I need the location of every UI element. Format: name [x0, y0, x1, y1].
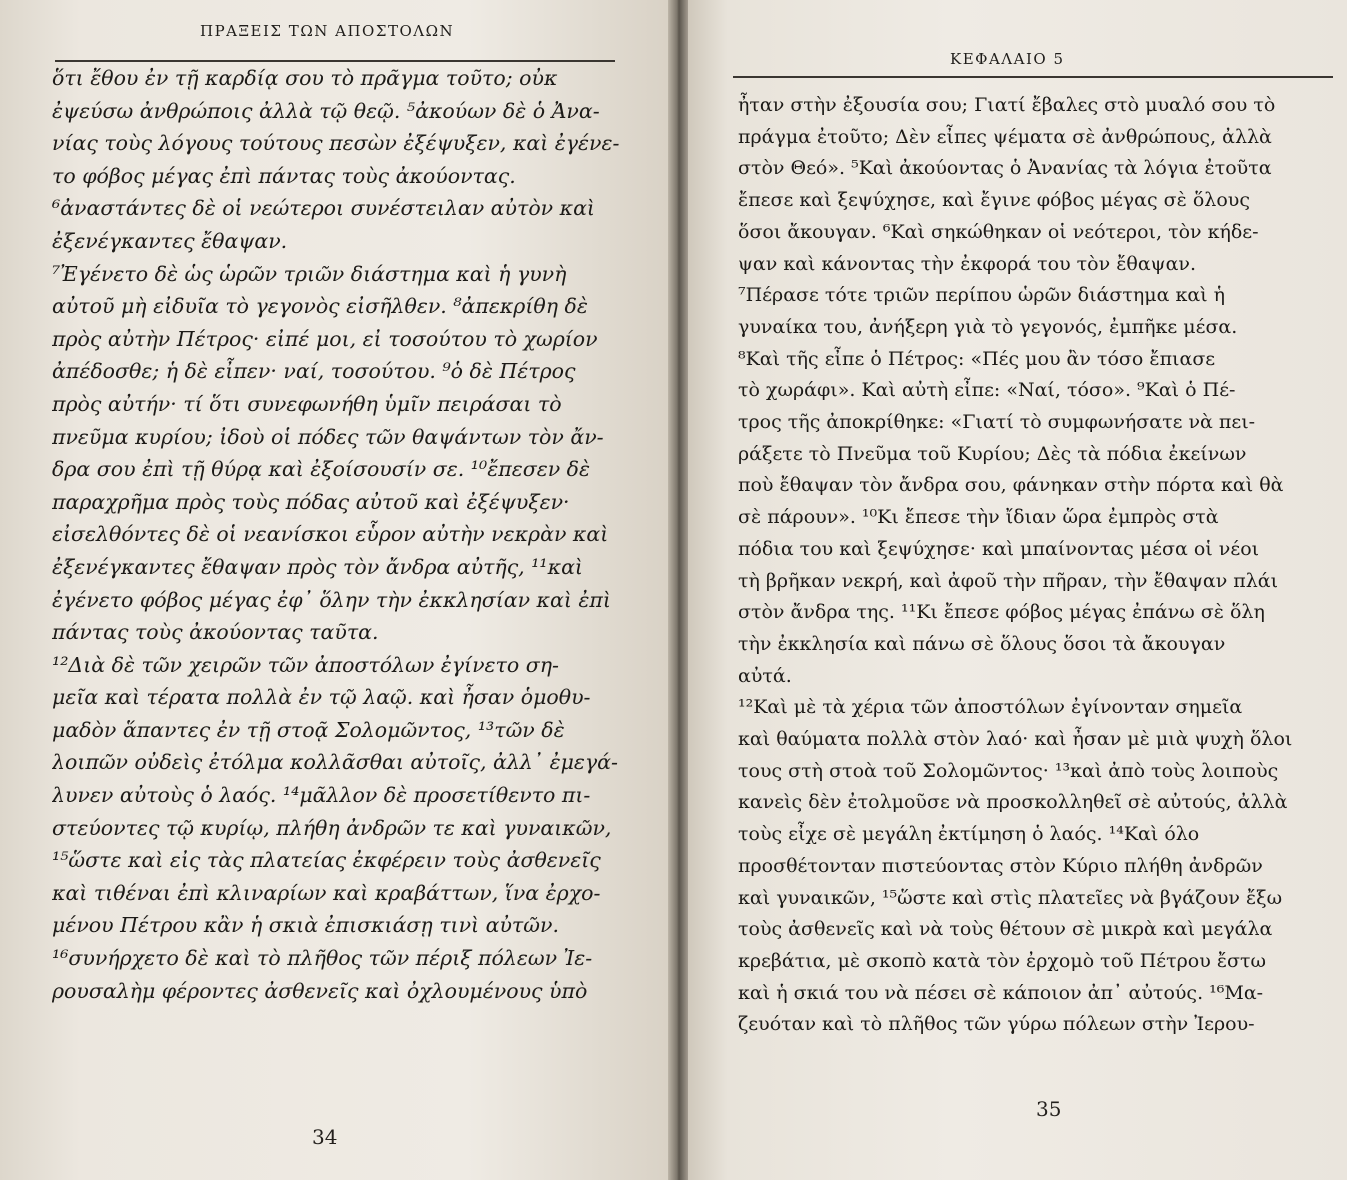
text-line: πνεῦμα κυρίου; ἰδοὺ οἱ πόδες τῶν θαψάντων τὸν ἄν- [52, 424, 604, 449]
text-line: πρὸς αὐτήν· τί ὅτι συνεφωνήθη ὑμῖν πειράσαι τὸ [52, 391, 562, 416]
header-rule [733, 76, 1333, 78]
left-page [0, 0, 668, 1180]
modern-greek-translation-text [738, 90, 1328, 1041]
text-line: στὸν Θεό». ⁵Καὶ ἀκούοντας ὁ Ἀνανίας τὰ λόγια ἐτοῦτα [738, 157, 1272, 180]
text-line: καὶ τιθέναι ἐπὶ κλιναρίων καὶ κραβάττων, ἵνα ἐρχο- [52, 880, 601, 905]
page-number: 34 [312, 1125, 338, 1149]
text-line: τὴ βρῆκαν νεκρή, καὶ ἀφοῦ τὴν πῆραν, τὴν ἔθαψαν πλάι [738, 569, 1279, 592]
text-line: ὅσοι ἄκουγαν. ⁶Καὶ σηκώθηκαν οἱ νεότεροι, τὸν κήδε- [738, 220, 1259, 243]
text-line: ⁷Πέρασε τότε τριῶν περίπου ὡρῶν διάστημα καὶ ἡ [738, 284, 1226, 307]
text-line: δρα σου ἐπὶ τῇ θύρᾳ καὶ ἐξοίσουσίν σε. ¹⁰ἔπεσεν δὲ [52, 457, 591, 482]
text-line: πάντας τοὺς ἀκούοντας ταῦτα. [52, 620, 379, 645]
text-line: ποὺ ἔθαψαν τὸν ἄνδρα σου, φάνηκαν στὴν πόρτα καὶ θὰ [738, 474, 1284, 497]
text-line: τὸ χωράφι». Καὶ αὐτὴ εἶπε: «Ναί, τόσο». ⁹Καὶ ὁ Πέ- [738, 379, 1236, 402]
text-line: το φόβος μέγας ἐπὶ πάντας τοὺς ἀκούοντας. [52, 163, 516, 188]
text-line: ἐξενέγκαντες ἔθαψαν πρὸς τὸν ἄνδρα αὐτῆς, ¹¹καὶ [52, 554, 583, 579]
text-line: μεῖα καὶ τέρατα πολλὰ ἐν τῷ λαῷ. καὶ ἦσαν ὁμοθυ- [52, 685, 591, 710]
text-line: αὐτά. [738, 664, 792, 687]
text-line: ⁷Ἐγένετο δὲ ὡς ὡρῶν τριῶν διάστημα καὶ ἡ γυνὴ [52, 261, 567, 286]
text-line: μαδὸν ἅπαντες ἐν τῇ στοᾷ Σολομῶντος, ¹³τῶν δὲ [52, 717, 565, 742]
text-line: ⁸Καὶ τῆς εἶπε ὁ Πέτρος: «Πές μου ἂν τόσο ἔπιασε [738, 347, 1216, 370]
text-line: νίας τοὺς λόγους τούτους πεσὼν ἐξέψυξεν, καὶ ἐγένε- [52, 131, 620, 156]
text-line: ὅτι ἔθου ἐν τῇ καρδίᾳ σου τὸ πρᾶγμα τοῦτο; οὐκ [52, 66, 558, 90]
text-line: πόδια του καὶ ξεψύχησε· καὶ μπαίνοντας μέσα οἱ νέοι [738, 537, 1260, 560]
text-line: τοὺς ἀσθενεῖς καὶ νὰ τοὺς θέτουν σὲ μικρὰ καὶ μεγάλα [738, 918, 1273, 941]
text-line: μένου Πέτρου κἂν ἡ σκιὰ ἐπισκιάσῃ τινὶ αὐτῶν. [52, 913, 559, 938]
text-line: τὴν ἐκκλησία καὶ πάνω σὲ ὅλους ὅσοι τὰ ἄκουγαν [738, 632, 1226, 655]
text-line: τρος τῆς ἀποκρίθηκε: «Γιατί τὸ συμφωνήσατε νὰ πει- [738, 411, 1256, 434]
page-number: 35 [1036, 1097, 1062, 1121]
text-line: ¹²Καὶ μὲ τὰ χέρια τῶν ἀποστόλων ἐγίνονταν σημεῖα [738, 696, 1243, 719]
text-line: ἐψεύσω ἀνθρώποις ἀλλὰ τῷ θεῷ. ⁵ἀκούων δὲ ὁ Ἀνα- [52, 98, 600, 123]
text-line: γυναίκα του, ἀνήξερη γιὰ τὸ γεγονός, ἐμπῆκε μέσα. [738, 315, 1238, 338]
text-line: στεύοντες τῷ κυρίῳ, πλήθη ἀνδρῶν τε καὶ γυναικῶν, [52, 815, 612, 840]
text-line: ἔπεσε καὶ ξεψύχησε, καὶ ἔγινε φόβος μέγας σὲ ὅλους [738, 189, 1250, 212]
text-line: λυνεν αὐτοὺς ὁ λαός. ¹⁴μᾶλλον δὲ προσετίθεντο πι- [52, 783, 591, 808]
text-line: κανεὶς δὲν ἐτολμοῦσε νὰ προσκολληθεῖ σὲ αὐτούς, ἀλλὰ [738, 791, 1288, 814]
running-head: ΠΡΑΞΕΙΣ ΤΩΝ ΑΠΟΣΤΟΛΩΝ [200, 22, 455, 40]
text-line: παραχρῆμα πρὸς τοὺς πόδας αὐτοῦ καὶ ἐξέψυξεν· [52, 489, 570, 514]
text-line: πρὸς αὐτὴν Πέτρος· εἰπέ μοι, εἰ τοσούτου τὸ χωρίον [52, 326, 598, 351]
text-line: ¹⁶συνήρχετο δὲ καὶ τὸ πλῆθος τῶν πέριξ πόλεων Ἰε- [52, 946, 593, 971]
text-line: αὐτοῦ μὴ εἰδυῖα τὸ γεγονὸς εἰσῆλθεν. ⁸ἀπεκρίθη δὲ [52, 294, 588, 319]
greek-original-text [52, 62, 627, 1007]
text-line: πράγμα ἐτοῦτο; Δὲν εἶπες ψέματα σὲ ἀνθρώπους, ἀλλὰ [738, 125, 1272, 148]
text-line: ζευόταν καὶ τὸ πλῆθος τῶν γύρω πόλεων στὴν Ἰερου- [738, 1013, 1255, 1036]
text-line: εἰσελθόντες δὲ οἱ νεανίσκοι εὗρον αὐτὴν νεκρὰν καὶ [52, 522, 609, 547]
right-page [688, 0, 1347, 1180]
text-line: ἐξενέγκαντες ἔθαψαν. [52, 228, 288, 253]
text-line: ¹⁵ὥστε καὶ εἰς τὰς πλατείας ἐκφέρειν τοὺς ἀσθενεῖς [52, 848, 601, 873]
text-line: τους στὴ στοὰ τοῦ Σολομῶντος· ¹³καὶ ἀπὸ τοὺς λοιποὺς [738, 759, 1279, 782]
text-line: καὶ γυναικῶν, ¹⁵ὥστε καὶ στὶς πλατεῖες νὰ βγάζουν ἔξω [738, 886, 1283, 909]
text-line: στὸν ἄνδρα της. ¹¹Κι ἔπεσε φόβος μέγας ἐπάνω σὲ ὅλη [738, 601, 1265, 624]
text-line: ἀπέδοσθε; ἡ δὲ εἶπεν· ναί, τοσούτου. ⁹ὁ δὲ Πέτρος [52, 359, 576, 384]
text-line: ¹²Διὰ δὲ τῶν χειρῶν τῶν ἀποστόλων ἐγίνετο ση- [52, 652, 559, 677]
text-line: ⁶ἀναστάντες δὲ οἱ νεώτεροι συνέστειλαν αὐτὸν καὶ [52, 196, 595, 221]
text-line: προσθέτονταν πιστεύοντας στὸν Κύριο πλήθη ἀνδρῶν [738, 854, 1263, 877]
text-line: τοὺς εἶχε σὲ μεγάλη ἐκτίμηση ὁ λαός. ¹⁴Καὶ όλο [738, 823, 1200, 846]
text-line: λοιπῶν οὐδεὶς ἐτόλμα κολλᾶσθαι αὐτοῖς, ἀλλ᾽ ἐμεγά- [52, 750, 618, 775]
text-line: ἐγένετο φόβος μέγας ἐφ᾽ ὅλην τὴν ἐκκλησίαν καὶ ἐπὶ [52, 587, 611, 612]
text-line: κρεβάτια, μὲ σκοπὸ κατὰ τὸν ἐρχομὸ τοῦ Πέτρου ἔστω [738, 949, 1267, 972]
running-head: ΚΕΦΑΛΑΙΟ 5 [950, 50, 1065, 68]
book-gutter [668, 0, 688, 1180]
text-line: σὲ πάρουν». ¹⁰Κι ἔπεσε τὴν ἴδιαν ὥρα ἐμπρὸς στὰ [738, 506, 1219, 529]
text-line: ράξετε τὸ Πνεῦμα τοῦ Κυρίου; Δὲς τὰ πόδια ἐκείνων [738, 442, 1247, 465]
text-line: ἦταν στὴν ἐξουσία σου; Γιατί ἔβαλες στὸ μυαλό σου τὸ [738, 94, 1276, 116]
text-line: ψαν καὶ κάνοντας τὴν ἐκφορά του τὸν ἔθαψαν. [738, 252, 1196, 275]
text-line: καὶ θαύματα πολλὰ στὸν λαό· καὶ ἦσαν μὲ μιὰ ψυχὴ ὅλοι [738, 728, 1293, 751]
text-line: καὶ ἡ σκιά του νὰ πέσει σὲ κάποιον ἀπ᾽ αὐτούς. ¹⁶Μα- [738, 981, 1264, 1004]
text-line: ρουσαλὴμ φέροντες ἀσθενεῖς καὶ ὀχλουμένους ὑπὸ [52, 978, 588, 1003]
